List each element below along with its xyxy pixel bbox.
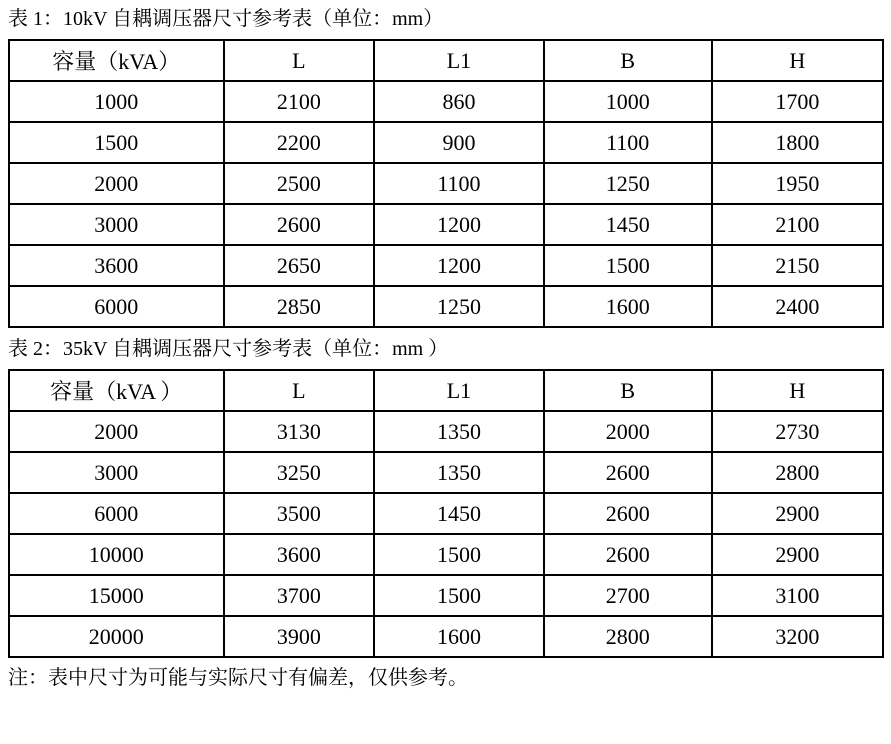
table-cell: 1500 <box>374 575 544 616</box>
column-header: B <box>544 40 712 81</box>
table-row <box>9 452 883 493</box>
table-cell: 2200 <box>224 122 375 163</box>
table-cell: 1250 <box>374 286 544 327</box>
table-cell: 20000 <box>9 616 224 657</box>
table-cell: 15000 <box>9 575 224 616</box>
table-row <box>9 122 883 163</box>
table-cell: 3900 <box>224 616 375 657</box>
table-cell: 1350 <box>374 411 544 452</box>
table-cell: 2700 <box>544 575 712 616</box>
table-cell: 1450 <box>544 204 712 245</box>
column-header: B <box>544 370 712 411</box>
table-row <box>9 493 883 534</box>
table-row <box>9 163 883 204</box>
table-cell: 1000 <box>544 81 712 122</box>
table-cell: 1500 <box>374 534 544 575</box>
table-cell: 1600 <box>374 616 544 657</box>
table-cell: 2800 <box>712 452 883 493</box>
table-cell: 2000 <box>9 163 224 204</box>
table-cell: 6000 <box>9 493 224 534</box>
table-row <box>9 81 883 122</box>
footnote: 注：表中尺寸为可能与实际尺寸有偏差，仅供参考。 <box>8 667 468 689</box>
column-header: L <box>224 370 375 411</box>
table-cell: 3250 <box>224 452 375 493</box>
table-cell: 2800 <box>544 616 712 657</box>
table-row <box>9 245 883 286</box>
table-cell: 1600 <box>544 286 712 327</box>
table2-header-row <box>9 370 883 411</box>
table2-body <box>9 411 883 657</box>
table-cell: 2400 <box>712 286 883 327</box>
table-cell: 1200 <box>374 204 544 245</box>
table-row <box>9 616 883 657</box>
table-cell: 1100 <box>374 163 544 204</box>
table-cell: 1450 <box>374 493 544 534</box>
column-header: H <box>712 370 883 411</box>
column-header: H <box>712 40 883 81</box>
table-cell: 1350 <box>374 452 544 493</box>
table-row <box>9 204 883 245</box>
table-cell: 2150 <box>712 245 883 286</box>
table2-title: 表 2：35kV 自耦调压器尺寸参考表（单位：mm ） <box>8 338 449 360</box>
table-10kv-dimensions <box>8 39 884 328</box>
table-cell: 3500 <box>224 493 375 534</box>
table-row <box>9 411 883 452</box>
table-cell: 1800 <box>712 122 883 163</box>
table-cell: 2650 <box>224 245 375 286</box>
table-cell: 1700 <box>712 81 883 122</box>
table-cell: 2000 <box>544 411 712 452</box>
table-cell: 1500 <box>9 122 224 163</box>
table-cell: 3200 <box>712 616 883 657</box>
table-cell: 3000 <box>9 452 224 493</box>
table-cell: 1200 <box>374 245 544 286</box>
table-row <box>9 575 883 616</box>
table-cell: 3000 <box>9 204 224 245</box>
column-header: L1 <box>374 40 544 81</box>
table-cell: 3700 <box>224 575 375 616</box>
column-header: L1 <box>374 370 544 411</box>
column-header: 容量（kVA） <box>9 40 224 81</box>
table-cell: 1950 <box>712 163 883 204</box>
table-cell: 1100 <box>544 122 712 163</box>
table-cell: 10000 <box>9 534 224 575</box>
table-row <box>9 534 883 575</box>
table-cell: 2600 <box>544 534 712 575</box>
table-cell: 6000 <box>9 286 224 327</box>
table-cell: 1500 <box>544 245 712 286</box>
table-cell: 3130 <box>224 411 375 452</box>
table-cell: 2100 <box>712 204 883 245</box>
table-cell: 2600 <box>544 493 712 534</box>
table-cell: 3600 <box>9 245 224 286</box>
column-header: 容量（kVA ） <box>9 370 224 411</box>
table1-header-row <box>9 40 883 81</box>
table-cell: 1250 <box>544 163 712 204</box>
table-cell: 2900 <box>712 493 883 534</box>
table-cell: 2600 <box>544 452 712 493</box>
table-35kv-dimensions <box>8 369 884 658</box>
table1-body <box>9 81 883 327</box>
table1-title: 表 1：10kV 自耦调压器尺寸参考表（单位：mm） <box>8 8 444 30</box>
table-cell: 3600 <box>224 534 375 575</box>
table-cell: 2900 <box>712 534 883 575</box>
table-cell: 2600 <box>224 204 375 245</box>
table-cell: 900 <box>374 122 544 163</box>
table-cell: 2000 <box>9 411 224 452</box>
table-row <box>9 286 883 327</box>
table-cell: 2500 <box>224 163 375 204</box>
table-cell: 2730 <box>712 411 883 452</box>
column-header: L <box>224 40 375 81</box>
table-cell: 2100 <box>224 81 375 122</box>
table-cell: 3100 <box>712 575 883 616</box>
table-cell: 1000 <box>9 81 224 122</box>
table-cell: 2850 <box>224 286 375 327</box>
table-cell: 860 <box>374 81 544 122</box>
